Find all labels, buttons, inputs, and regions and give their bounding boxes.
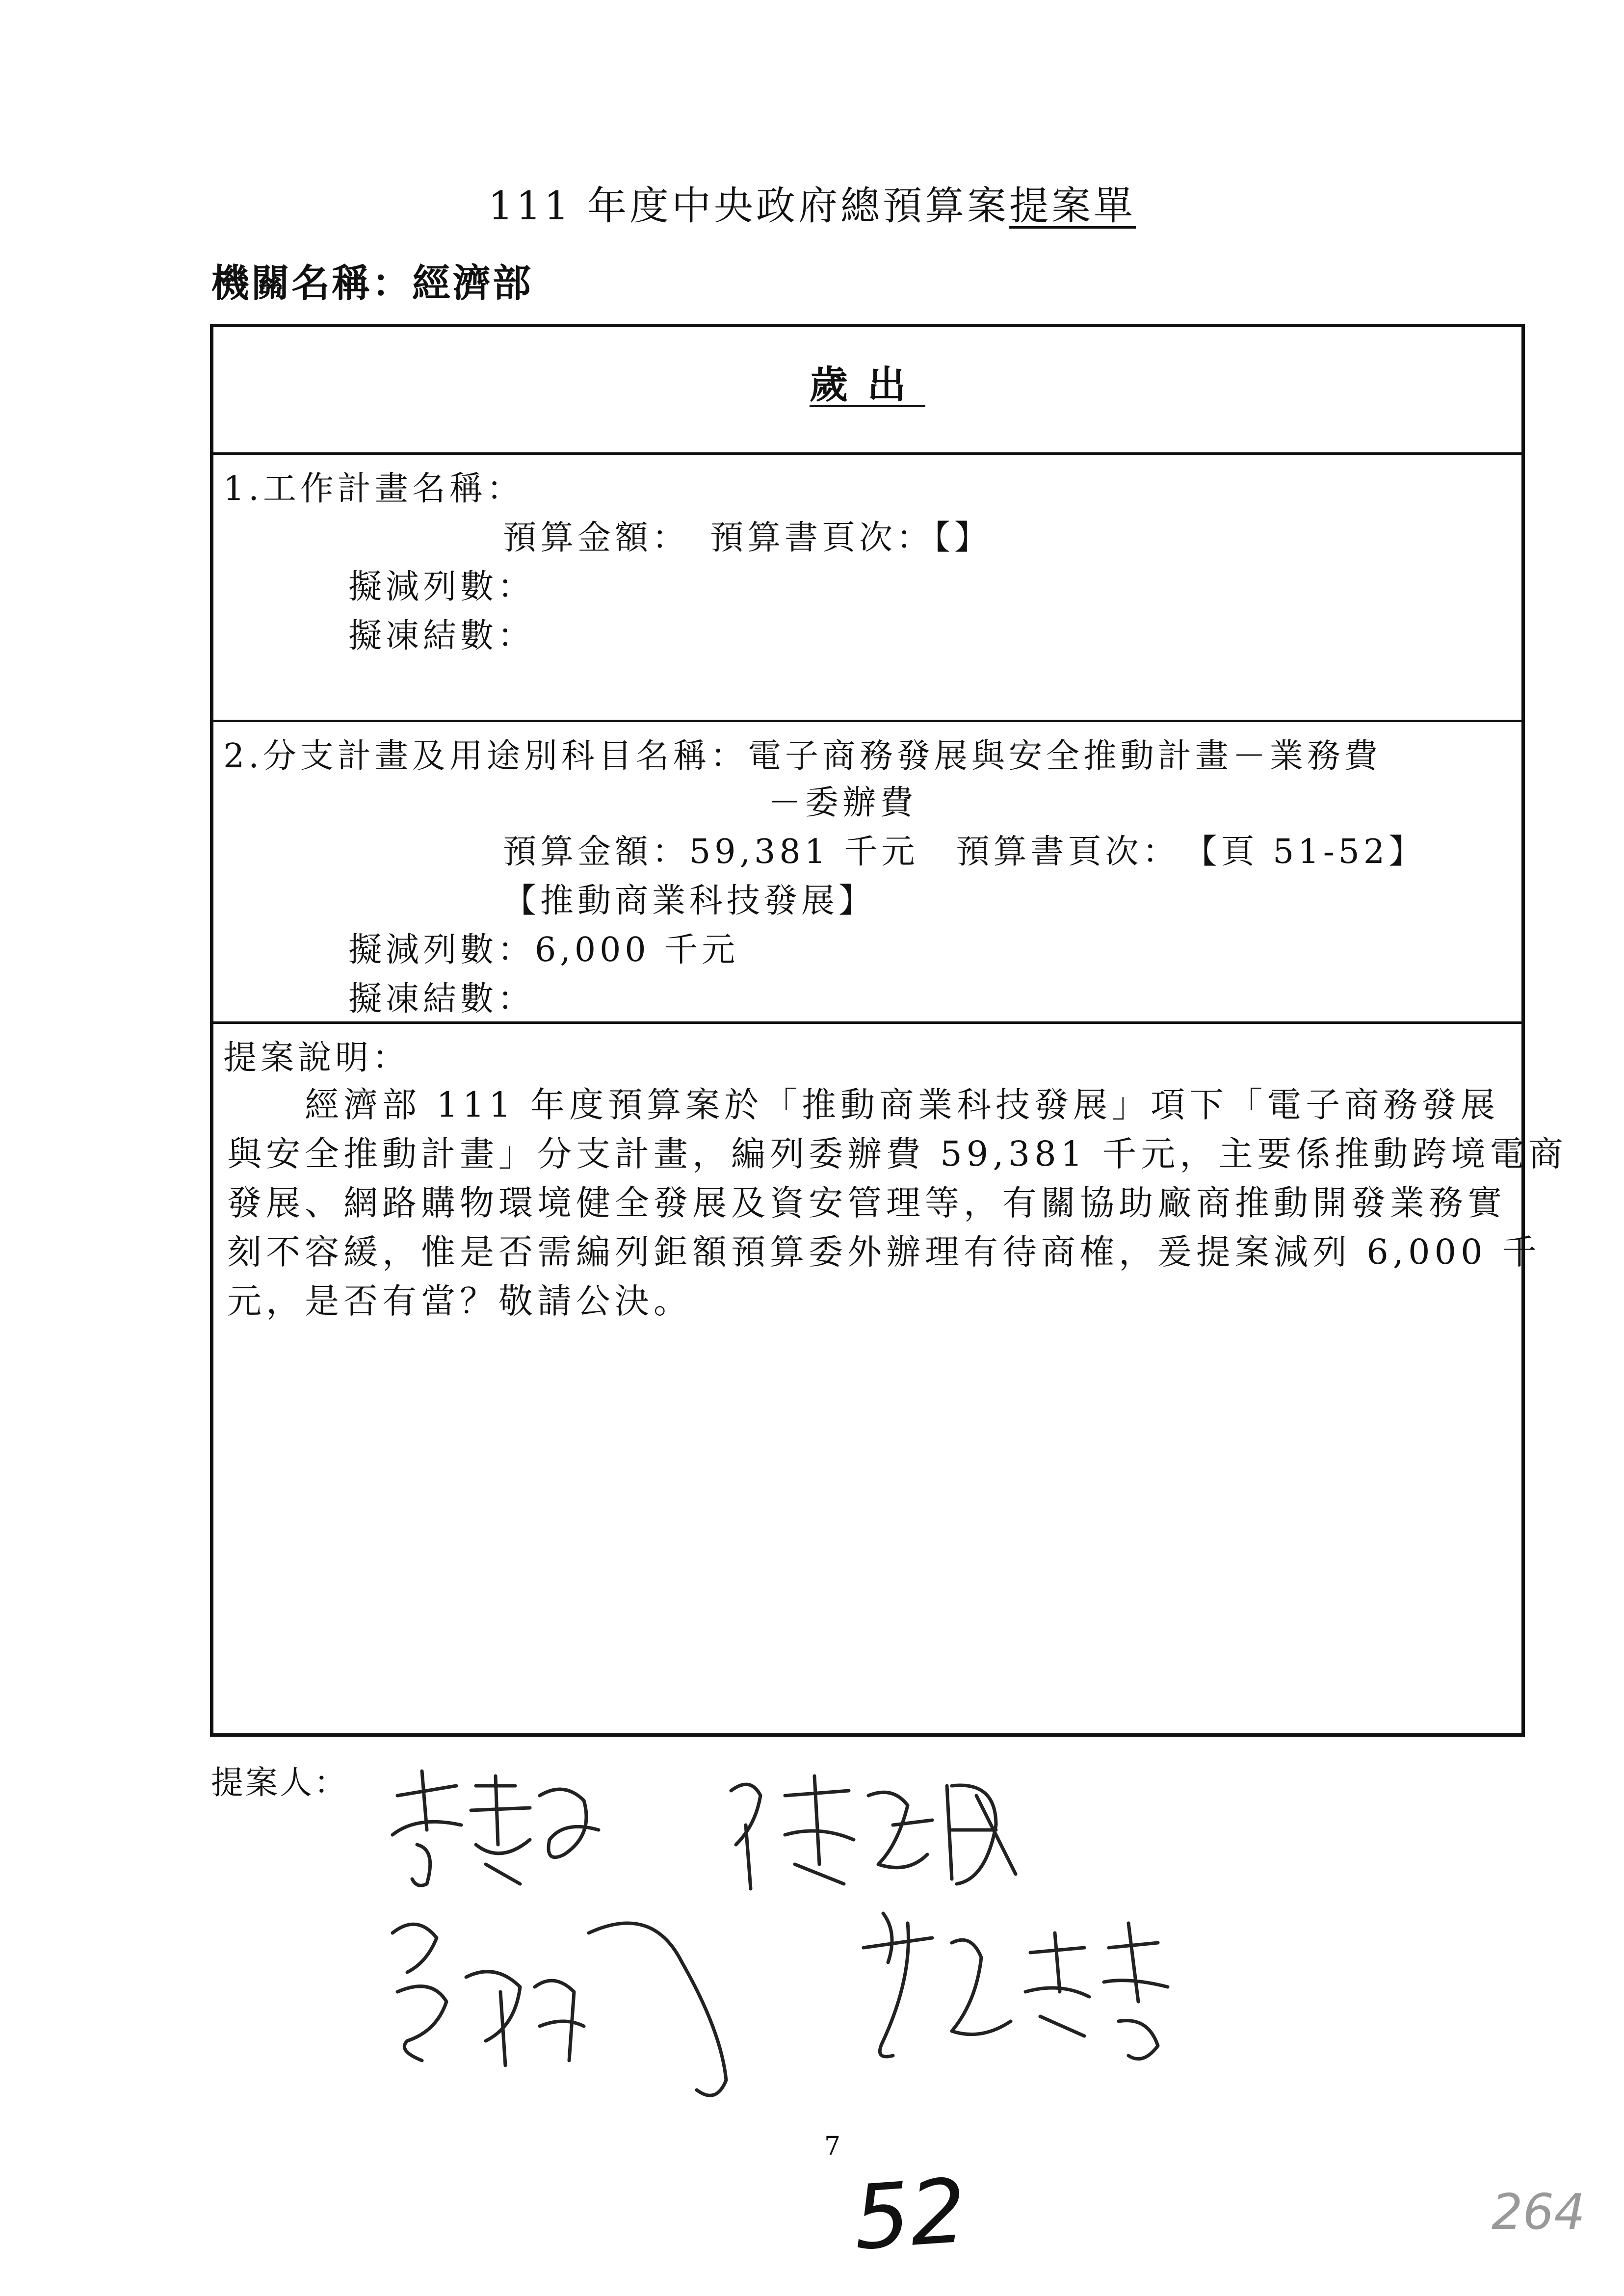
item1-budget: 預算金額： 預算書頁次：【】: [503, 519, 992, 557]
item1-plan-name: 1.工作計畫名稱：: [223, 470, 524, 508]
explanation-line: 元，是否有當？敬請公決。: [227, 1281, 692, 1321]
divider: [213, 452, 1521, 455]
explanation-line: 與安全推動計畫」分支計畫，編列委辦費 59,381 千元，主要係推動跨境電商: [227, 1134, 1568, 1174]
handwritten-page-reference: 264: [1492, 2183, 1585, 2241]
agency-name: 機關名稱：經濟部: [211, 261, 533, 306]
item2-subject: 2.分支計畫及用途別科目名稱：電子商務發展與安全推動計畫－業務費: [223, 737, 1382, 776]
title-underlined: 提案單: [1009, 183, 1136, 229]
explanation-line: 刻不容緩，惟是否需編列鉅額預算委外辦理有待商榷，爰提案減列 6,000 千: [227, 1232, 1541, 1272]
explanation-line: 經濟部 111 年度預算案於「推動商業科技發展」項下「電子商務發展: [227, 1085, 1500, 1125]
divider: [213, 1021, 1521, 1024]
proposal-form-box: [210, 324, 1568, 1737]
item1-freeze: 擬凍結數：: [348, 617, 535, 655]
page-title: [0, 174, 1624, 231]
signature-4: [854, 1904, 1197, 2080]
signature-1: [388, 1766, 618, 1894]
divider: [213, 720, 1521, 722]
signature-3: [378, 1904, 751, 2110]
explanation-label: 提案說明：: [223, 1039, 410, 1077]
item2-program: 【推動商業科技發展】: [503, 882, 876, 920]
section-heading: 歲出: [809, 363, 925, 407]
page-number: 7: [824, 2132, 841, 2161]
item2-budget: 預算金額：59,381 千元 預算書頁次： 【頁 51-52】: [503, 833, 1426, 871]
item2-freeze: 擬凍結數：: [348, 980, 535, 1018]
item2-reduction: 擬減列數：6,000 千元: [348, 931, 739, 969]
item2-subject-cont: －委辦費: [768, 783, 917, 822]
proposer-label: 提案人：: [211, 1764, 348, 1801]
item1-reduction: 擬減列數：: [348, 568, 535, 606]
handwritten-page-number: 52: [850, 2160, 970, 2270]
signature-2: [721, 1766, 1025, 1904]
explanation-line: 發展、網路購物環境健全發展及資安管理等，有關協助廠商推動開發業務實: [227, 1183, 1506, 1223]
title-main: 111 年度中央政府總預算案: [488, 183, 1010, 229]
